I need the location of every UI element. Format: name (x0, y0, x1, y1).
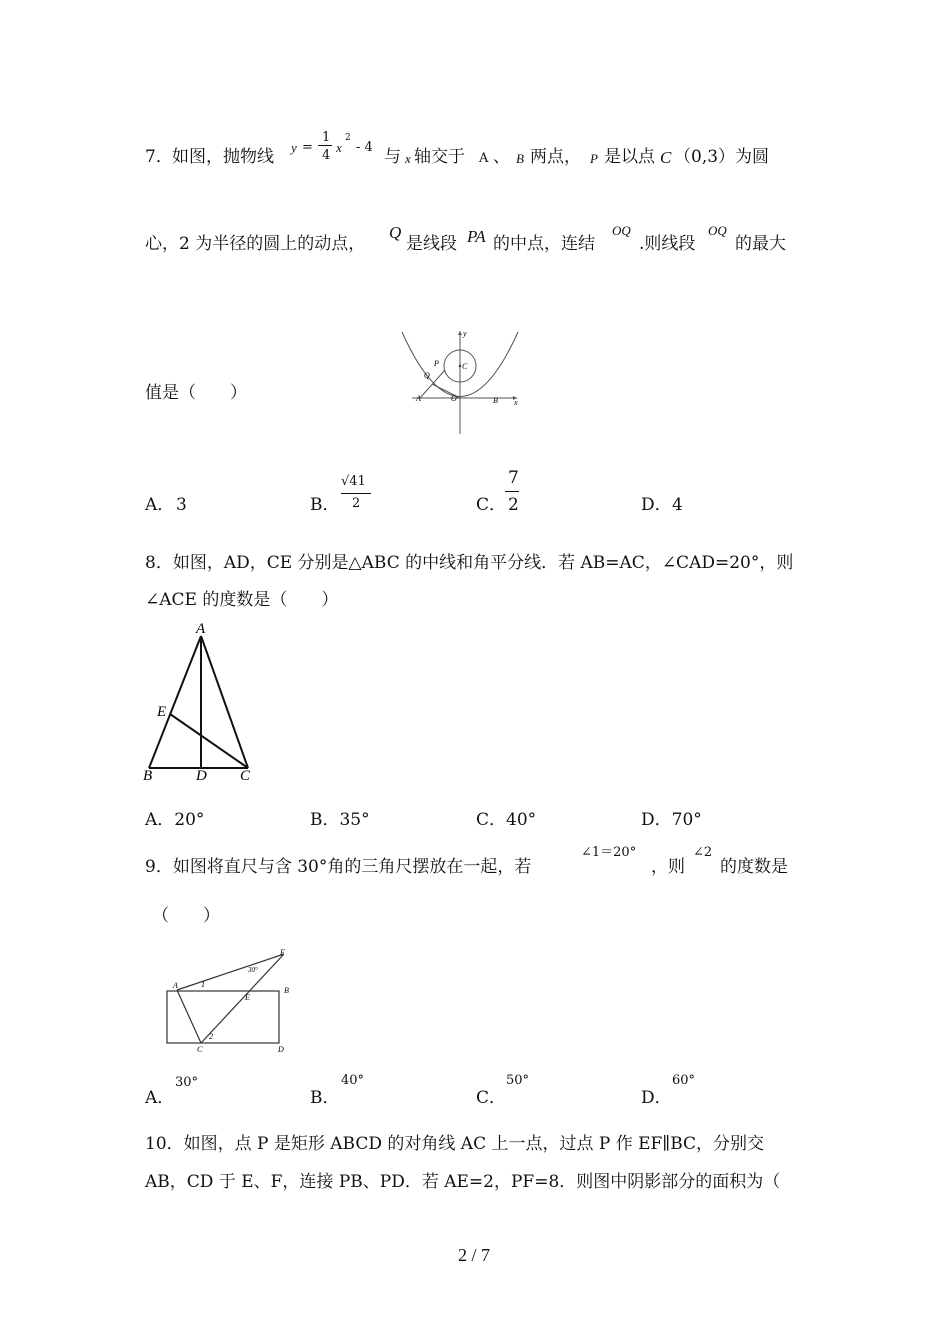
q7-formula-x: x (336, 140, 342, 155)
q9-text: 的度数是 (720, 857, 788, 877)
q7-segment-oq: OQ (612, 223, 631, 238)
q7-figure (400, 328, 525, 436)
q9-label-a: A (173, 981, 178, 990)
q9-option-d-value: 60° (672, 1073, 696, 1088)
q8-option-b: B．35° (310, 810, 370, 830)
q7-option-a-value: 3 (176, 495, 187, 515)
q7-label-q: Q (424, 371, 430, 380)
q7-label-y: y (463, 329, 467, 338)
q7-label-b: B (493, 396, 498, 405)
q9-ruler (167, 991, 279, 1043)
q7-text: 的中点，连结 (493, 234, 595, 254)
q7-point-a: A (479, 151, 489, 166)
q9-label-1: 1 (201, 980, 205, 989)
q9-label-d: D (278, 1045, 284, 1054)
q9-label-b: B (284, 986, 289, 995)
q9-option-a-value: 30° (175, 1075, 199, 1090)
page-number: 2 / 7 (458, 1245, 491, 1265)
q7-option-d-value: 4 (672, 495, 683, 515)
q9-text: ，则 (651, 857, 685, 877)
q9-text: 9．如图将直尺与含 30°角的三角尺摆放在一起，若 (145, 857, 532, 877)
q7-text: 的最大 (735, 234, 786, 254)
q9-figure (160, 944, 300, 1056)
q8-line1: 8．如图，AD，CE 分别是△ABC 的中线和角平分线．若 AB=AC，∠CAD=20°，则 (145, 553, 794, 573)
q9-option-b-value: 40° (341, 1073, 365, 1088)
q9-angle2: ∠2 (693, 845, 713, 860)
q7-formula-y: y (291, 140, 297, 155)
q9-label-2: 2 (209, 1032, 213, 1041)
q7-var-x: x (405, 151, 411, 166)
q7-label-a: A (416, 394, 421, 403)
q7-text: （0,3）为圆 (674, 147, 770, 167)
q7-option-c-num: 7 (508, 468, 519, 488)
q9-option-a-label: A． (145, 1088, 175, 1108)
q7-frac-bar (318, 145, 332, 146)
q7-text: 心，2 为半径的圆上的动点， (145, 234, 366, 254)
q9-option-c-label: C． (476, 1088, 507, 1108)
q7-label-c: C (462, 362, 468, 371)
q9-label-30: 30° (248, 966, 258, 974)
q7-text: 是线段 (406, 234, 457, 254)
q7-option-c-label: C． (476, 495, 507, 515)
q9-line2: （ ） (152, 906, 220, 926)
q8-line2: ∠ACE 的度数是（ ） (145, 590, 339, 610)
q7-text: 如图，抛物线 (172, 147, 274, 167)
q7-option-b-label: B． (310, 495, 340, 515)
q7-frac-num: 1 (322, 130, 331, 145)
q9-triangle-ac (177, 990, 201, 1043)
q7-center-dot (459, 365, 461, 367)
q7-point-b: B (516, 151, 524, 166)
q8-figure (140, 620, 255, 785)
q7-y-arrow (458, 331, 462, 335)
q9-label-f: F (280, 948, 285, 957)
q7-point-p: P (590, 151, 598, 166)
q7-segment-oq: OQ (708, 223, 727, 238)
q7-label-x: x (514, 398, 518, 407)
q7-point-q: Q (389, 223, 402, 242)
q8-label-c: C (240, 768, 251, 784)
q8-label-a: A (196, 621, 206, 637)
q7-option-c-den: 2 (508, 495, 519, 515)
q10-line2: AB，CD 于 E、F，连接 PB、PD．若 AE=2，PF=8．则图中阴影部分的面积为（ (145, 1172, 781, 1192)
q8-bisector-ce (170, 714, 248, 768)
q7-option-b-root: √41 (341, 474, 366, 489)
q7-label-o: O (451, 394, 457, 403)
q7-option-c-bar (505, 491, 519, 492)
q8-label-e: E (157, 704, 167, 720)
q9-option-d-label: D． (641, 1088, 672, 1108)
q7-option-d-label: D． (641, 495, 672, 515)
q7-formula-exp: 2 (345, 133, 351, 143)
q7-label-p: P (434, 359, 439, 368)
q7-formula-tail: - 4 (356, 140, 373, 155)
q8-option-c: C．40° (476, 810, 537, 830)
q7-text: 与 (384, 147, 401, 167)
q7-point-c: C (660, 148, 672, 167)
q8-label-b: B (143, 768, 153, 784)
q8-label-d: D (196, 768, 207, 784)
q9-angle1: ∠1＝20° (581, 845, 637, 860)
q7-option-a-label: A． (145, 495, 175, 515)
q7-frac-den: 4 (322, 148, 331, 163)
q7-text: .则线段 (639, 234, 696, 254)
q9-option-b-label: B． (310, 1088, 340, 1108)
q9-label-c: C (197, 1045, 203, 1054)
q8-side-ac (201, 636, 248, 768)
q9-label-e: E (245, 993, 250, 1002)
q8-option-d: D．70° (641, 810, 702, 830)
q10-line1: 10．如图，点 P 是矩形 ABCD 的对角线 AC 上一点，过点 P 作 EF∥BC，分别交 (145, 1134, 765, 1154)
q7-option-b-den: 2 (352, 496, 361, 511)
q8-side-ab (149, 636, 201, 768)
q8-option-a: A．20° (145, 810, 205, 830)
q7-text: 是以点 (604, 147, 655, 167)
q7-text: 两点， (530, 147, 581, 167)
q7-formula-eq: = (302, 140, 313, 155)
q7-number: 7． (145, 147, 173, 167)
q7-text: 、 (493, 147, 510, 167)
q7-text: 轴交于 (414, 147, 465, 167)
q9-option-c-value: 50° (506, 1073, 530, 1088)
q7-segment-pa: PA (467, 227, 486, 246)
q7-option-b-bar (341, 493, 371, 494)
q7-line3: 值是（ ） (145, 383, 247, 403)
